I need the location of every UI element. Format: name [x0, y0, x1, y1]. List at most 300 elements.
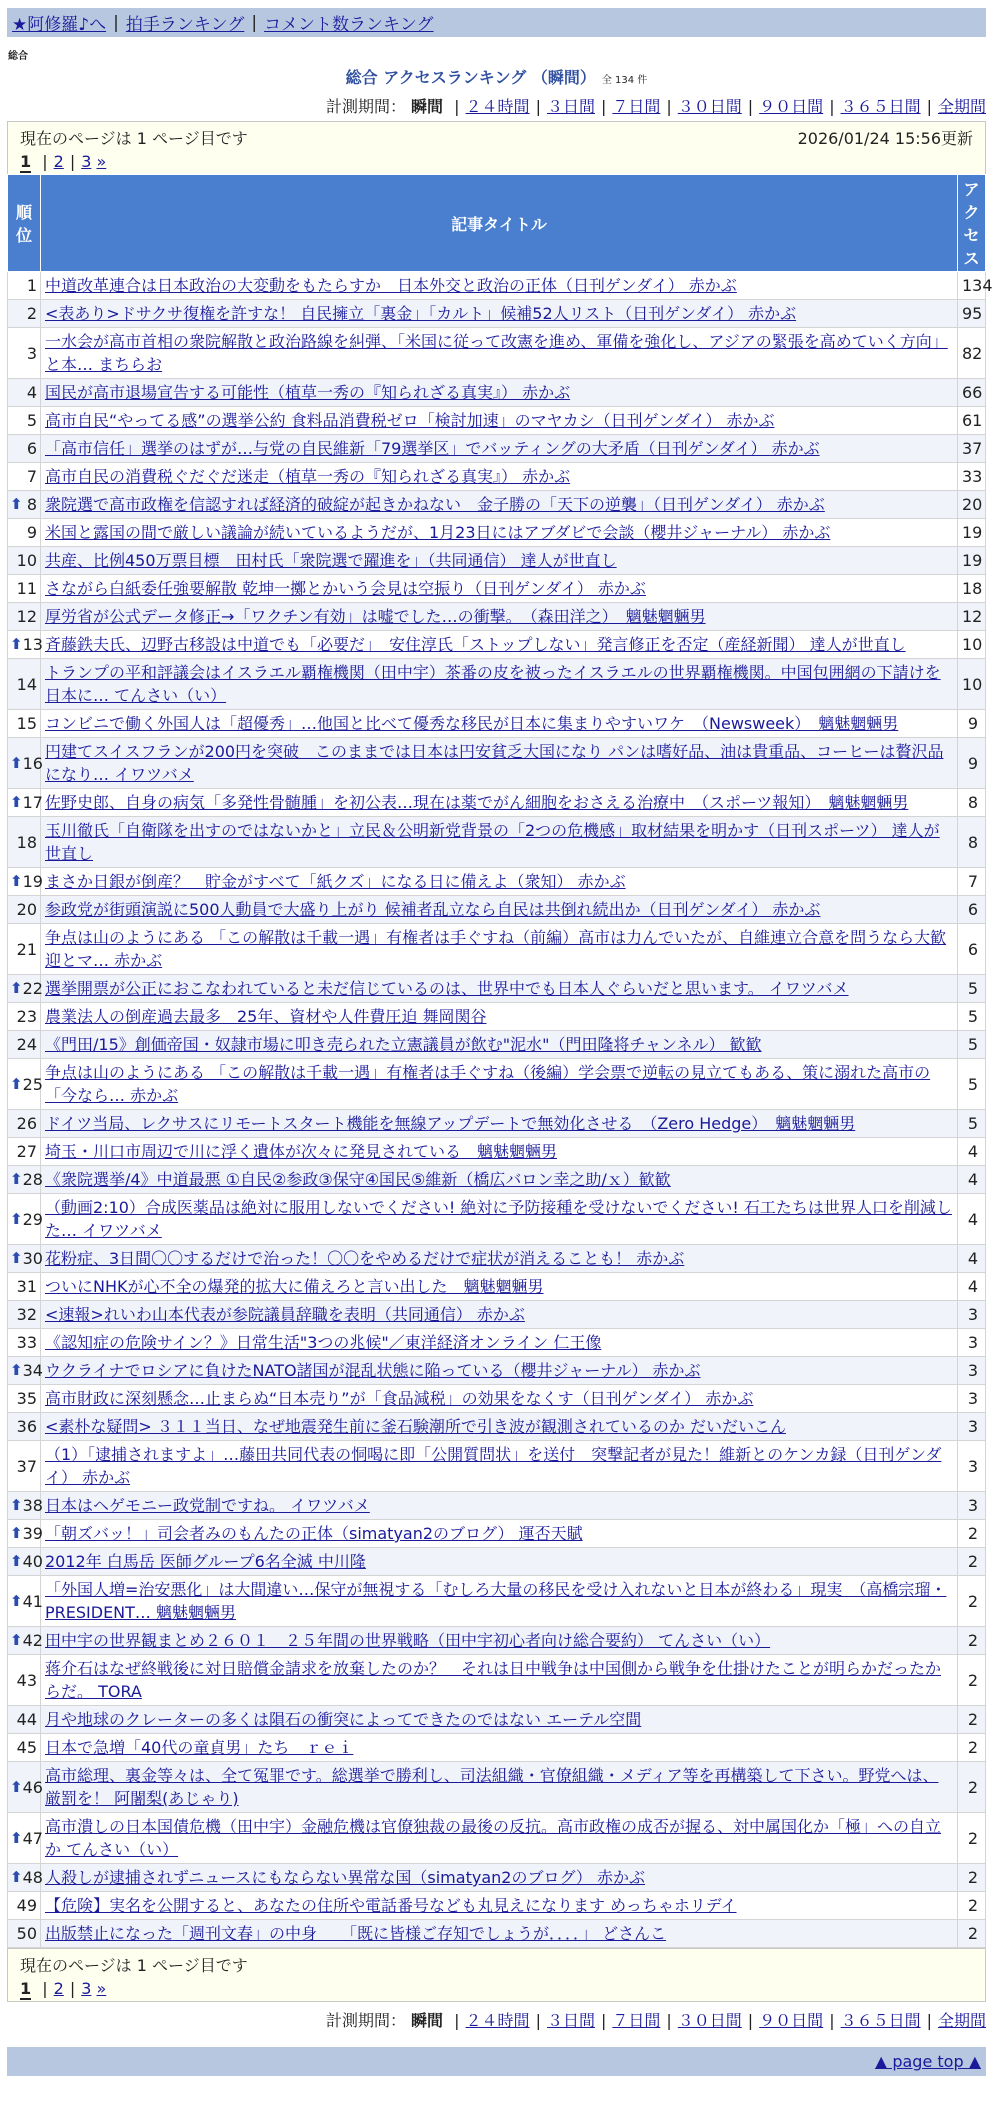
- ranking-table: [7, 174, 993, 1948]
- up-arrow-icon: ⬆: [10, 1868, 23, 1886]
- up-arrow-icon: ⬆: [10, 872, 23, 890]
- article-link[interactable]: 「高市信任」選挙のはずが…与党の自民維新「79選挙区」でバッティングの大矛盾（日刊ゲンダイ） 赤かぶ: [45, 439, 820, 458]
- up-arrow-icon: ⬆: [10, 1074, 23, 1093]
- access-count: 2: [958, 1576, 986, 1627]
- table-row: [8, 1520, 986, 1548]
- rank-cell: [8, 519, 41, 547]
- rank-cell: [8, 328, 41, 379]
- access-count: 4: [958, 1166, 986, 1194]
- table-row: [8, 1576, 986, 1627]
- rank-cell: [8, 1762, 41, 1813]
- article-link[interactable]: まさか日銀が倒産？ 貯金がすべて「紙クズ」になる日に備えよ（衆知） 赤かぶ: [45, 872, 626, 891]
- title-cell: [41, 1576, 958, 1627]
- up-arrow-icon: ⬆: [10, 1524, 23, 1542]
- rank-number: 50: [16, 1924, 37, 1943]
- rank-number: 28: [22, 1170, 43, 1189]
- period-separator: |: [829, 97, 835, 116]
- period-link[interactable]: ９０日間: [759, 97, 824, 116]
- pager-separator: |: [69, 152, 76, 171]
- access-count: 3: [958, 1357, 986, 1385]
- access-count: 9: [958, 710, 986, 738]
- pager-link[interactable]: 2: [53, 1979, 64, 1998]
- table-row: [8, 1734, 986, 1762]
- rank-cell: [8, 1520, 41, 1548]
- rank-number: 27: [16, 1142, 37, 1161]
- access-count: 95: [958, 300, 986, 328]
- period-label: 計測期間：: [325, 97, 406, 116]
- article-link[interactable]: （1）「逮捕されますよ」…藤田共同代表の恫喝に即「公開質問状」を送付 突撃記者が見た！維新とのケンカ録（日刊ゲンダイ） 赤かぶ: [45, 1445, 942, 1487]
- article-link[interactable]: 国民が高市退場宣告する可能性（植草一秀の『知られざる真実』） 赤かぶ: [45, 383, 571, 402]
- rank-cell: [8, 1492, 41, 1520]
- rank-number: 34: [22, 1361, 43, 1380]
- rank-number: 9: [26, 523, 37, 542]
- rank-number: 2: [26, 304, 37, 323]
- period-selector: [0, 94, 986, 117]
- table-row: [8, 491, 986, 519]
- rank-cell: [8, 463, 41, 491]
- article-link[interactable]: 共産、比例450万票目標 田村氏「衆院選で躍進を」（共同通信） 達人が世直し: [45, 551, 617, 570]
- access-count: 7: [958, 868, 986, 896]
- table-row: [8, 896, 986, 924]
- rank-cell: [8, 1413, 41, 1441]
- title-cell: [41, 631, 958, 659]
- article-link[interactable]: <表あり>ドサクサ復権を許すな！ 自民擁立「裏金」「カルト」候補52人リスト（日刊ゲンダイ） 赤かぶ: [45, 304, 797, 323]
- article-link[interactable]: 争点は山のようにある 「この解散は千載一遇」有権者は手ぐすね（前編）高市は力んでいたが、自維連立合意を問うなら大歓迎とマ… 赤かぶ: [45, 928, 947, 970]
- article-link[interactable]: 花粉症、3日間〇〇するだけで治った！〇〇をやめるだけで症状が消えることも！ 赤かぶ: [45, 1249, 685, 1268]
- rank-cell: [8, 659, 41, 710]
- access-count: 6: [958, 896, 986, 924]
- article-link[interactable]: ついにNHKが心不全の爆発的拡大に備えろと言い出した 魑魅魍魎男: [45, 1277, 544, 1296]
- article-link[interactable]: 高市総理、裏金等々は、全て冤罪です。総選挙で勝利し、司法組織・官僚組織・メディア等を再構築して下さい。野党へは、厳罰を！ 阿闍梨(あじゃり): [45, 1766, 939, 1808]
- rank-number: 8: [26, 495, 37, 514]
- period-selector-bottom: [0, 2008, 986, 2031]
- rank-number: 24: [16, 1035, 37, 1054]
- title-cell: [41, 1357, 958, 1385]
- period-bottom-link[interactable]: ２４時間: [465, 2011, 530, 2030]
- title-cell: [41, 272, 958, 300]
- rank-number: 36: [16, 1417, 37, 1436]
- pager-link[interactable]: 3: [81, 1979, 92, 1998]
- access-count: 5: [958, 1110, 986, 1138]
- rank-cell: [8, 407, 41, 435]
- access-count: 2: [958, 1706, 986, 1734]
- access-count: 4: [958, 1138, 986, 1166]
- article-link[interactable]: 日本で急増「40代の童貞男」たち ｒｅｉ: [45, 1738, 354, 1757]
- article-link[interactable]: 円建てスイスフランが200円を突破 このままでは日本は円安貧乏大国になり パンは嗜好品、油は貴重品、コーヒーは贅沢品になり… イワツバメ: [45, 742, 944, 784]
- table-row: [8, 407, 986, 435]
- pager-link[interactable]: »: [96, 152, 107, 171]
- rank-number: 22: [22, 979, 43, 998]
- pager-link[interactable]: 3: [81, 152, 92, 171]
- period-separator: |: [666, 2011, 672, 2030]
- access-count: 61: [958, 407, 986, 435]
- rank-number: 1: [26, 276, 37, 295]
- rank-number: 31: [16, 1277, 37, 1296]
- up-arrow-icon: ⬆: [10, 1249, 23, 1267]
- table-row: [8, 1813, 986, 1864]
- article-link[interactable]: 農業法人の倒産過去最多 25年、資材や人件費圧迫 舞岡関谷: [45, 1007, 487, 1026]
- page-top-link[interactable]: ▲ page top ▲: [874, 2052, 981, 2071]
- access-count: 3: [958, 1301, 986, 1329]
- rank-cell: [8, 975, 41, 1003]
- article-link[interactable]: 衆院選で高市政権を信認すれば経済的破綻が起きかねない 金子勝の「天下の逆襲」（日刊ゲンダイ） 赤かぶ: [45, 495, 825, 514]
- access-count: 19: [958, 547, 986, 575]
- article-link[interactable]: トランプの平和評議会はイスラエル覇権機関（田中宇）茶番の皮を被ったイスラエルの世界覇権機関。中国包囲網の下請けを日本に… てんさい（い）: [45, 663, 941, 705]
- title-cell: [41, 1706, 958, 1734]
- title-cell: [41, 491, 958, 519]
- title-cell: [41, 547, 958, 575]
- rank-cell: [8, 1385, 41, 1413]
- period-bottom-link[interactable]: 全期間: [937, 2011, 986, 2030]
- up-arrow-icon: ⬆: [10, 979, 23, 997]
- up-arrow-icon: ⬆: [10, 495, 23, 513]
- article-link[interactable]: 2012年 白馬岳 医師グループ6名全滅 中川隆: [45, 1552, 366, 1571]
- article-link[interactable]: ドイツ当局、レクサスにリモートスタート機能を無線アップデートで無効化させる （Zero Hedge） 魑魅魍魎男: [45, 1114, 856, 1133]
- article-link[interactable]: 争点は山のようにある 「この解散は千載一遇」有権者は手ぐすね（後編）学会票で逆転の見立てもある、策に溺れた高市の「今なら… 赤かぶ: [45, 1063, 931, 1105]
- table-row: [8, 789, 986, 817]
- rank-number: 44: [16, 1710, 37, 1729]
- rank-number: 48: [22, 1868, 43, 1887]
- article-link[interactable]: 玉川徹氏「自衛隊を出すのではないかと」立民＆公明新党背景の「2つの危機感」取材結果を明かす（日刊スポーツ） 達人が世直し: [45, 821, 940, 863]
- article-link[interactable]: 日本はヘゲモニー政党制ですね。 イワツバメ: [45, 1496, 370, 1515]
- rank-number: 29: [22, 1209, 43, 1229]
- rank-cell: [8, 1031, 41, 1059]
- access-count: 4: [958, 1273, 986, 1301]
- period-link[interactable]: ２４時間: [465, 97, 530, 116]
- table-row: [8, 1194, 986, 1245]
- rank-number: 43: [16, 1670, 37, 1690]
- title-cell: [41, 1059, 958, 1110]
- period-link[interactable]: 全期間: [937, 97, 986, 116]
- rank-cell: [8, 896, 41, 924]
- access-count: 3: [958, 1385, 986, 1413]
- article-link[interactable]: 選挙開票が公正におこなわれていると未だ信じているのは、世界中でも日本人ぐらいだと思います。 イワツバメ: [45, 979, 849, 998]
- period-bottom-link[interactable]: ７日間: [612, 2011, 661, 2030]
- access-count: 134: [958, 272, 986, 300]
- article-link[interactable]: 佐野史郎、自身の病気「多発性骨髄腫」を初公表…現在は薬でがん細胞をおさえる治療中 （スポーツ報知） 魑魅魍魎男: [45, 793, 909, 812]
- title-cell: [41, 1864, 958, 1892]
- article-link[interactable]: （動画2:10）合成医薬品は絶対に服用しないでください! 絶対に予防接種を受けないでください! 石工たちは世界人口を削減した… イワツバメ: [45, 1198, 952, 1240]
- rank-cell: [8, 1576, 41, 1627]
- table-row: [8, 924, 986, 975]
- rank-number: 23: [16, 1007, 37, 1026]
- table-row: [8, 975, 986, 1003]
- period-separator: |: [926, 97, 932, 116]
- period-separator: |: [535, 2011, 541, 2030]
- article-link[interactable]: 「外国人増=治安悪化」は大間違い…保守が無視する「むしろ大量の移民を受け入れないと日本が終わる」現実 （高橋宗瑠・PRESIDENT… 魑魅魍魎男: [45, 1580, 947, 1622]
- title-cell: [41, 659, 958, 710]
- rank-cell: [8, 435, 41, 463]
- access-count: 18: [958, 575, 986, 603]
- rank-number: 33: [16, 1333, 37, 1352]
- rank-cell: [8, 868, 41, 896]
- up-arrow-icon: ⬆: [10, 793, 23, 811]
- table-row: [8, 1706, 986, 1734]
- period-bottom-link[interactable]: ３６５日間: [840, 2011, 921, 2030]
- pager-link[interactable]: 2: [53, 152, 64, 171]
- access-count: 5: [958, 1059, 986, 1110]
- title-cell: [41, 1627, 958, 1655]
- category-label: 総合: [8, 51, 28, 62]
- article-link[interactable]: 中道改革連合は日本政治の大変動をもたらすか 日本外交と政治の正体（日刊ゲンダイ） 赤かぶ: [45, 276, 737, 295]
- access-count: 2: [958, 1920, 986, 1948]
- access-count: 10: [958, 659, 986, 710]
- rank-cell: [8, 1892, 41, 1920]
- period-separator: |: [666, 97, 672, 116]
- rank-number: 6: [26, 439, 37, 458]
- table-row: [8, 1441, 986, 1492]
- pager-current-bottom: 1: [20, 1979, 32, 1998]
- table-row: [8, 1920, 986, 1948]
- title-cell: [41, 789, 958, 817]
- period-link[interactable]: ３６５日間: [840, 97, 921, 116]
- title-cell: [41, 817, 958, 868]
- period-link[interactable]: ３日間: [546, 97, 595, 116]
- rank-number: 12: [16, 607, 37, 626]
- table-row: [8, 1166, 986, 1194]
- period-separator: |: [829, 2011, 835, 2030]
- access-count: 5: [958, 975, 986, 1003]
- rank-number: 37: [16, 1456, 37, 1476]
- article-link[interactable]: 高市自民の消費税ぐだぐだ迷走（植草一秀の『知られざる真実』） 赤かぶ: [45, 467, 571, 486]
- rank-number: 10: [16, 551, 37, 570]
- access-count: 2: [958, 1520, 986, 1548]
- header-access: アクセス: [958, 175, 986, 272]
- total-count: 全 134 件: [601, 75, 648, 86]
- article-link[interactable]: 厚労省が公式データ修正→「ワクチン有効」は嘘でした…の衝撃。 （森田洋之） 魑魅魍魎男: [45, 607, 706, 626]
- title-cell: [41, 975, 958, 1003]
- title-cell: [41, 407, 958, 435]
- rank-cell: [8, 1003, 41, 1031]
- access-count: 2: [958, 1864, 986, 1892]
- period-separator: |: [600, 97, 607, 116]
- period-separator: |: [747, 97, 754, 116]
- access-count: 3: [958, 1329, 986, 1357]
- title-cell: [41, 1031, 958, 1059]
- title-cell: [41, 379, 958, 407]
- period-separator: |: [454, 97, 460, 116]
- title-cell: [41, 1492, 958, 1520]
- table-row: [8, 1655, 986, 1706]
- article-link[interactable]: 【危険】実名を公開すると、あなたの住所や電話番号なども丸見えになります めっちゃホリデイ: [45, 1896, 737, 1915]
- article-link[interactable]: 蒋介石はなぜ終戦後に対日賠償金請求を放棄したのか？ それは日中戦争は中国側から戦争を仕掛けたことが明らかだったからだ。 TORA: [45, 1659, 942, 1701]
- title-cell: [41, 1138, 958, 1166]
- up-arrow-icon: ⬆: [10, 1552, 23, 1570]
- period-link[interactable]: ３０日間: [677, 97, 742, 116]
- pager-bottom: [7, 1948, 986, 2002]
- rank-number: 40: [22, 1552, 43, 1571]
- page-status-bottom: 現在のページは 1 ページ目です: [20, 1956, 248, 1975]
- rank-number: 18: [16, 832, 37, 852]
- comment-ranking-link[interactable]: コメント数ランキング: [264, 15, 434, 35]
- rank-cell: [8, 1194, 41, 1245]
- rank-number: 39: [22, 1524, 43, 1543]
- access-count: 2: [958, 1734, 986, 1762]
- article-link[interactable]: 「朝ズバッ！」司会者みのもんたの正体（simatyan2のブログ） 運否天賦: [45, 1524, 583, 1543]
- article-link[interactable]: 《門田/15》創価帝国・奴隷市場に叩き売られた立憲議員が飲む"泥水"（門田隆将チャンネル） 歓歓: [45, 1035, 762, 1054]
- title-cell: [41, 1385, 958, 1413]
- table-row: [8, 1110, 986, 1138]
- rank-cell: [8, 1813, 41, 1864]
- table-row: [8, 1003, 986, 1031]
- title-cell: [41, 710, 958, 738]
- article-link[interactable]: 人殺しが逮捕されずニュースにもならない異常な国（simatyan2のブログ） 赤かぶ: [45, 1868, 646, 1887]
- article-link[interactable]: 高市自民“やってる感”の選挙公約 食料品消費税ゼロ「検討加速」のマヤカシ（日刊ゲンダイ） 赤かぶ: [45, 411, 775, 430]
- article-link[interactable]: 高市潰しの日本国債危機（田中宇）金融危機は官僚独裁の最後の反抗。高市政権の成否が握る、対中属国化か「極」への自立か てんさい（い）: [45, 1817, 942, 1859]
- rank-cell: [8, 1734, 41, 1762]
- title-cell: [41, 1655, 958, 1706]
- title-cell: [41, 435, 958, 463]
- period-separator: |: [454, 2011, 460, 2030]
- header-rank: 順位: [8, 175, 41, 272]
- access-count: 10: [958, 631, 986, 659]
- access-count: 2: [958, 1813, 986, 1864]
- table-row: [8, 1413, 986, 1441]
- period-separator: |: [926, 2011, 932, 2030]
- pager-current: 1: [20, 152, 32, 171]
- title-cell: [41, 519, 958, 547]
- rank-cell: [8, 491, 41, 519]
- table-row: [8, 435, 986, 463]
- title-cell: [41, 1920, 958, 1948]
- table-row: [8, 1273, 986, 1301]
- rank-cell: [8, 1864, 41, 1892]
- article-link[interactable]: 月や地球のクレーターの多くは隕石の衝突によってできたのではない エーテル空間: [45, 1710, 642, 1729]
- rank-number: 17: [22, 793, 43, 812]
- rank-number: 45: [16, 1738, 37, 1757]
- rank-cell: [8, 1059, 41, 1110]
- title-cell: [41, 1413, 958, 1441]
- rank-cell: [8, 789, 41, 817]
- article-link[interactable]: 斉藤鉄夫氏、辺野古移設は中道でも「必要だ」 安住淳氏「ストップしない」発言修正を否定（産経新聞） 達人が世直し: [45, 635, 906, 654]
- access-count: 5: [958, 1031, 986, 1059]
- article-link[interactable]: 田中宇の世界観まとめ２６０１ ２５年間の世界戦略（田中宇初心者向け総合要約） てんさい（い）: [45, 1631, 771, 1650]
- period-bottom-link[interactable]: ９０日間: [759, 2011, 824, 2030]
- title-cell: [41, 738, 958, 789]
- table-row: [8, 463, 986, 491]
- title-cell: [41, 868, 958, 896]
- table-row: [8, 1245, 986, 1273]
- rank-cell: [8, 631, 41, 659]
- table-row: [8, 631, 986, 659]
- period-current-bottom: 瞬間: [411, 2011, 444, 2030]
- rank-number: 16: [22, 753, 43, 773]
- up-arrow-icon: ⬆: [10, 1777, 23, 1796]
- title-cell: [41, 575, 958, 603]
- rank-number: 13: [22, 635, 43, 654]
- title-cell: [41, 1441, 958, 1492]
- rank-cell: [8, 710, 41, 738]
- title-cell: [41, 1166, 958, 1194]
- article-link[interactable]: 高市財政に深刻懸念…止まらぬ“日本売り”が「食品減税」の効果をなくす（日刊ゲンダイ） 赤かぶ: [45, 1389, 754, 1408]
- access-count: 6: [958, 924, 986, 975]
- up-arrow-icon: ⬆: [10, 1591, 23, 1610]
- up-arrow-icon: ⬆: [10, 635, 23, 653]
- rank-cell: [8, 300, 41, 328]
- article-link[interactable]: 《認知症の危険サイン？》日常生活"3つの兆候"／東洋経済オンライン 仁王像: [45, 1333, 602, 1352]
- rank-number: 15: [16, 714, 37, 733]
- table-row: [8, 1138, 986, 1166]
- access-count: 4: [958, 1245, 986, 1273]
- top-navbar: [7, 8, 986, 37]
- article-link[interactable]: 《衆院選挙/4》中道最悪 ①自民②参政③保守④国民⑤維新（橋広バロン幸之助/ｘ）歓歓: [45, 1170, 671, 1189]
- up-arrow-icon: ⬆: [10, 1209, 23, 1228]
- article-link[interactable]: 一水会が高市首相の衆院解散と政治路線を糾弾、「米国に従って改憲を進め、軍備を強化し、アジアの緊張を高めていく方向」と本… まちらお: [45, 332, 948, 374]
- up-arrow-icon: ⬆: [10, 1170, 23, 1188]
- pager-top: [7, 121, 986, 174]
- access-count: 82: [958, 328, 986, 379]
- table-row: [8, 1301, 986, 1329]
- article-link[interactable]: 参政党が街頭演説に500人動員で大盛り上がり 候補者乱立なら自民は共倒れ続出か（日刊ゲンダイ） 赤かぶ: [45, 900, 821, 919]
- access-count: 8: [958, 817, 986, 868]
- rank-cell: [8, 1655, 41, 1706]
- ranking-title: 総合 アクセスランキング （瞬間）: [345, 68, 596, 87]
- article-link[interactable]: ウクライナでロシアに負けたNATO諸国が混乱状態に陥っている（櫻井ジャーナル） 赤かぶ: [45, 1361, 701, 1380]
- title-cell: [41, 1892, 958, 1920]
- rank-number: 5: [26, 411, 37, 430]
- pager-link[interactable]: »: [96, 1979, 107, 1998]
- article-link[interactable]: コンビニで働く外国人は「超優秀」…他国と比べて優秀な移民が日本に集まりやすいワケ （Newsweek） 魑魅魍魎男: [45, 714, 899, 733]
- period-link[interactable]: ７日間: [612, 97, 661, 116]
- table-row: [8, 1329, 986, 1357]
- access-count: 20: [958, 491, 986, 519]
- period-bottom-link[interactable]: ３日間: [546, 2011, 595, 2030]
- rank-cell: [8, 575, 41, 603]
- rank-number: 46: [22, 1777, 43, 1797]
- table-row: [8, 328, 986, 379]
- access-count: 8: [958, 789, 986, 817]
- rank-number: 47: [22, 1828, 43, 1848]
- page-status: 現在のページは 1 ページ目です: [20, 129, 248, 148]
- access-count: 2: [958, 1548, 986, 1576]
- pager-separator: |: [42, 152, 48, 171]
- table-row: [8, 1762, 986, 1813]
- article-link[interactable]: 米国と露国の間で厳しい議論が続いているようだが、1月23日にはアブダビで会談（櫻井ジャーナル） 赤かぶ: [45, 523, 831, 542]
- title-cell: [41, 896, 958, 924]
- access-count: 19: [958, 519, 986, 547]
- article-link[interactable]: 埼玉・川口市周辺で川に浮く遺体が次々に発見されている 魑魅魍魎男: [45, 1142, 558, 1161]
- home-link[interactable]: ★阿修羅♪へ: [12, 15, 107, 35]
- rank-number: 20: [16, 900, 37, 919]
- article-link[interactable]: 出版禁止になった「週刊文春」の中身 「既に皆様ご存知でしょうが．．．．」 どさんこ: [45, 1924, 667, 1943]
- rank-number: 35: [16, 1389, 37, 1408]
- rank-cell: [8, 379, 41, 407]
- access-count: 4: [958, 1194, 986, 1245]
- rank-number: 38: [22, 1496, 43, 1515]
- rank-cell: [8, 1166, 41, 1194]
- rank-number: 26: [16, 1114, 37, 1133]
- nav-separator: |: [113, 12, 119, 33]
- rank-number: 4: [26, 383, 37, 402]
- title-cell: [41, 300, 958, 328]
- article-link[interactable]: さながら白紙委任強要解散 乾坤一擲とかいう会見は空振り（日刊ゲンダイ） 赤かぶ: [45, 579, 646, 598]
- rank-number: 25: [22, 1074, 43, 1094]
- up-arrow-icon: ⬆: [10, 1496, 23, 1514]
- clap-ranking-link[interactable]: 拍手ランキング: [125, 15, 245, 35]
- period-bottom-link[interactable]: ３０日間: [677, 2011, 742, 2030]
- rank-number: 7: [26, 467, 37, 486]
- rank-cell: [8, 1627, 41, 1655]
- table-row: [8, 817, 986, 868]
- article-link[interactable]: <速報>れいわ山本代表が参院議員辞職を表明（共同通信） 赤かぶ: [45, 1305, 525, 1324]
- rank-cell: [8, 1138, 41, 1166]
- rank-cell: [8, 603, 41, 631]
- article-link[interactable]: <素朴な疑問> ３１１当日、なぜ地震発生前に釜石験潮所で引き波が観測されているのか だいだいこん: [45, 1417, 786, 1436]
- table-row: [8, 1031, 986, 1059]
- table-row: [8, 1627, 986, 1655]
- rank-cell: [8, 1441, 41, 1492]
- rank-cell: [8, 1706, 41, 1734]
